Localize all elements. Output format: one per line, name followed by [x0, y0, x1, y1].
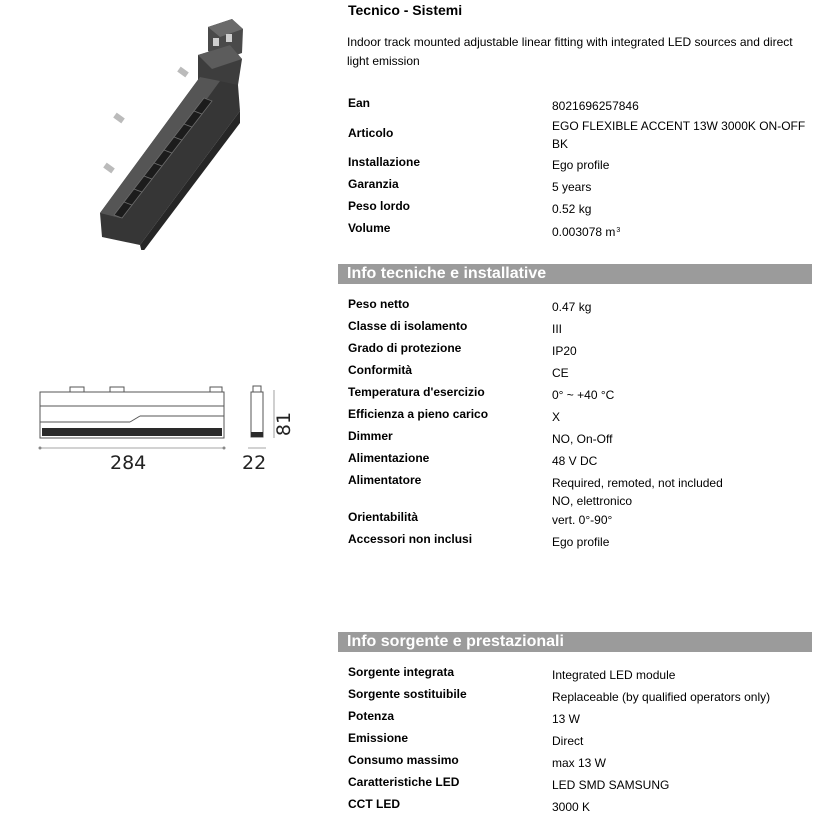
- spec-label: Grado di protezione: [348, 341, 462, 355]
- spec-label: Articolo: [348, 126, 394, 140]
- dimension-height-label: 81: [273, 411, 296, 437]
- volume-unit-superscript: 3: [616, 227, 621, 234]
- spec-value: Integrated LED module: [552, 668, 676, 682]
- spec-value: LED SMD SAMSUNG: [552, 778, 670, 792]
- spec-label: Dimmer: [348, 429, 393, 443]
- spec-value: vert. 0°-90°: [552, 513, 613, 527]
- spec-value: 5 years: [552, 180, 592, 194]
- spec-value: max 13 W: [552, 756, 607, 770]
- spec-value: 0° ~ +40 °C: [552, 388, 615, 402]
- section-header-technical: Info tecniche e installative: [338, 264, 812, 284]
- dimension-drawing: [30, 382, 310, 482]
- spec-label: Peso lordo: [348, 199, 411, 213]
- page-title: Tecnico - Sistemi: [348, 2, 463, 18]
- spec-label: Accessori non inclusi: [348, 532, 473, 546]
- dimension-width-label: 22: [242, 452, 267, 474]
- section-header-source: Info sorgente e prestazionali: [338, 632, 812, 652]
- spec-value: 3000 K: [552, 800, 591, 814]
- spec-label: Efficienza a pieno carico: [348, 407, 489, 421]
- spec-label: Consumo massimo: [348, 753, 459, 767]
- spec-label: Peso netto: [348, 297, 410, 311]
- spec-value: Direct: [552, 734, 584, 748]
- spec-value: 0.52 kg: [552, 202, 592, 216]
- spec-label: Conformità: [348, 363, 412, 377]
- spec-label: Potenza: [348, 709, 395, 723]
- spec-label: Temperatura d'esercizio: [348, 385, 485, 399]
- spec-value-line: Required, remoted, not included: [552, 476, 723, 490]
- spec-value: 13 W: [552, 712, 581, 726]
- spec-label: Garanzia: [348, 177, 399, 191]
- product-image: [80, 15, 250, 250]
- spec-value: X: [552, 410, 561, 424]
- spec-label: Caratteristiche LED: [348, 775, 460, 789]
- spec-value: IP20: [552, 344, 577, 358]
- spec-label: Sorgente integrata: [348, 665, 455, 679]
- spec-label: Alimentatore: [348, 473, 422, 487]
- spec-value: 0.47 kg: [552, 300, 592, 314]
- spec-value: CE: [552, 366, 569, 380]
- spec-value: III: [552, 322, 563, 336]
- volume-value: 0.003078 m: [552, 225, 616, 239]
- spec-label: Sorgente sostituibile: [348, 687, 467, 701]
- spec-value: Replaceable (by qualified operators only): [552, 690, 771, 704]
- spec-value: EGO FLEXIBLE ACCENT 13W 3000K ON-OFF BK: [552, 119, 806, 151]
- spec-value: Ego profile: [552, 158, 610, 172]
- spec-label: CCT LED: [348, 797, 400, 811]
- spec-label: Installazione: [348, 155, 421, 169]
- product-description: Indoor track mounted adjustable linear fitting with integrated LED sources and direct light emission: [347, 35, 793, 68]
- spec-label: Volume: [348, 221, 391, 235]
- spec-value: NO, On-Off: [552, 432, 613, 446]
- spec-value: [552, 222, 817, 241]
- spec-label: Ean: [348, 96, 371, 110]
- spec-value-line: NO, elettronico: [552, 494, 633, 508]
- dimension-length-label: 284: [110, 452, 147, 474]
- spec-label: Orientabilità: [348, 510, 419, 524]
- spec-label: Alimentazione: [348, 451, 430, 465]
- spec-value: Ego profile: [552, 535, 610, 549]
- spec-label: Emissione: [348, 731, 409, 745]
- spec-value: 8021696257846: [552, 99, 639, 113]
- spec-label: Classe di isolamento: [348, 319, 468, 333]
- spec-value: 48 V DC: [552, 454, 598, 468]
- spec-value: [552, 474, 817, 510]
